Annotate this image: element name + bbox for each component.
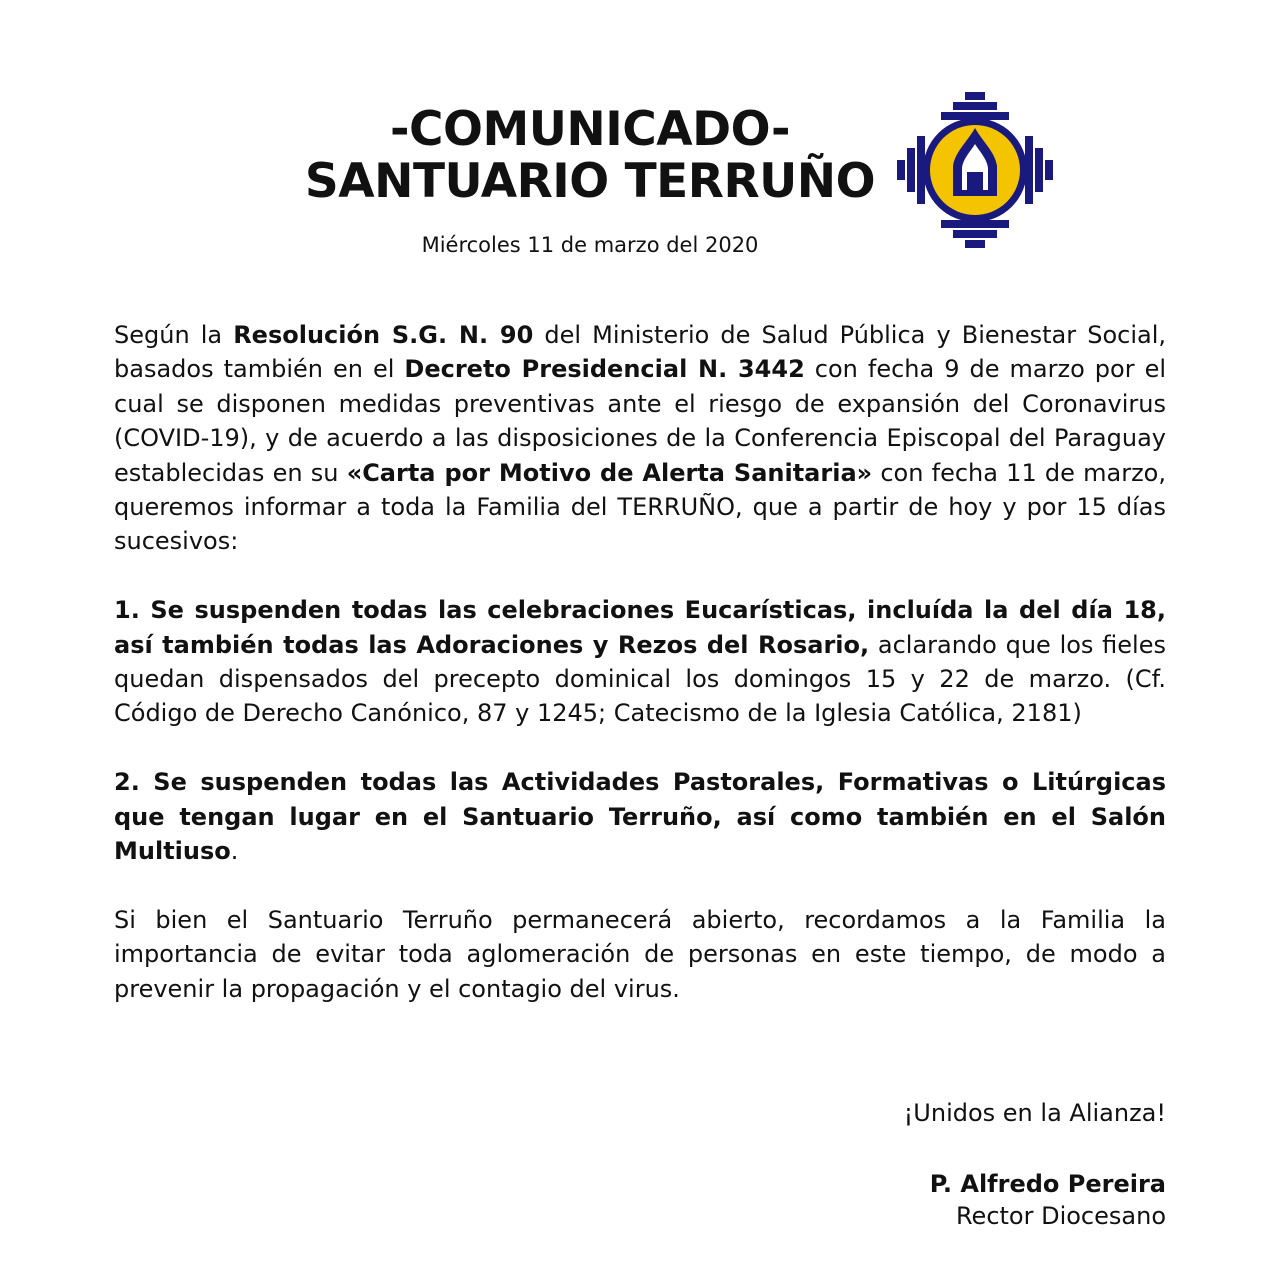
document-body	[114, 318, 1166, 1006]
measure-1-bold: 1. Se suspenden todas las celebraciones Eucarísticas, incluída la del día 18, así también todas las Adoraciones y Rezos del Rosario,	[114, 596, 1166, 659]
sanctuary-emblem-icon	[897, 92, 1053, 248]
closing-phrase: ¡Unidos en la Alianza!	[903, 1099, 1166, 1127]
sanctuary-emblem-graphic	[897, 92, 1053, 248]
letter-reference: «Carta por Motivo de Alerta Sanitaria»	[346, 458, 873, 487]
resolution-reference: Resolución S.G. N. 90	[233, 321, 534, 349]
document-header	[300, 104, 880, 208]
measure-1-text: aclarando que los fieles quedan dispensados del precepto dominical los domingos 15 y 22 de marzo. (Cf. Código de Derecho Canónico, 87 y 1245; Catecismo de la Iglesia Católica, 2181)	[114, 630, 1166, 728]
measure-2-bold: 2. Se suspenden todas las Actividades Pastorales, Formativas o Litúrgicas que tengan lugar en el Santuario Terruño, así como también en el Salón Multiuso	[114, 768, 1166, 866]
intro-paragraph	[114, 318, 1166, 559]
measure-2	[114, 765, 1166, 868]
document-date: Miércoles 11 de marzo del 2020	[421, 233, 759, 257]
signature-name	[114, 1168, 1166, 1200]
title-santuario: SANTUARIO TERRUÑO	[304, 154, 876, 209]
intro-text-2: del Ministerio de Salud Pública y Bienestar Social, basados también en el	[114, 321, 1166, 384]
signature-role: Rector Diocesano	[955, 1202, 1166, 1230]
signature-name-text: P. Alfredo Pereira	[929, 1170, 1166, 1198]
intro-text-3: con fecha 9 de marzo por el cual se disponen medidas preventivas ante el riesgo de expansión del Coronavirus (COVID-19), y de acuerdo a las disposiciones de la Conferencia Episcopal del Paraguay establecidas en su	[114, 355, 1167, 487]
title-comunicado: -COMUNICADO-	[390, 102, 790, 157]
measure-1	[114, 593, 1166, 731]
intro-text-4: con fecha 11 de marzo, queremos informar a toda la Familia del TERRUÑO, que a partir de hoy y por 15 días sucesivos:	[114, 458, 1166, 556]
intro-text-1: Según la	[114, 321, 234, 349]
decree-reference: Decreto Presidencial N. 3442	[404, 355, 805, 384]
measure-2-text: .	[230, 837, 239, 866]
final-paragraph: Si bien el Santuario Terruño permanecerá abierto, recordamos a la Familia la importancia de evitar toda aglomeración de personas en este tiempo, de modo a prevenir la propagación y el contagio del virus.	[114, 905, 1166, 1003]
signature-block	[114, 1168, 1166, 1232]
